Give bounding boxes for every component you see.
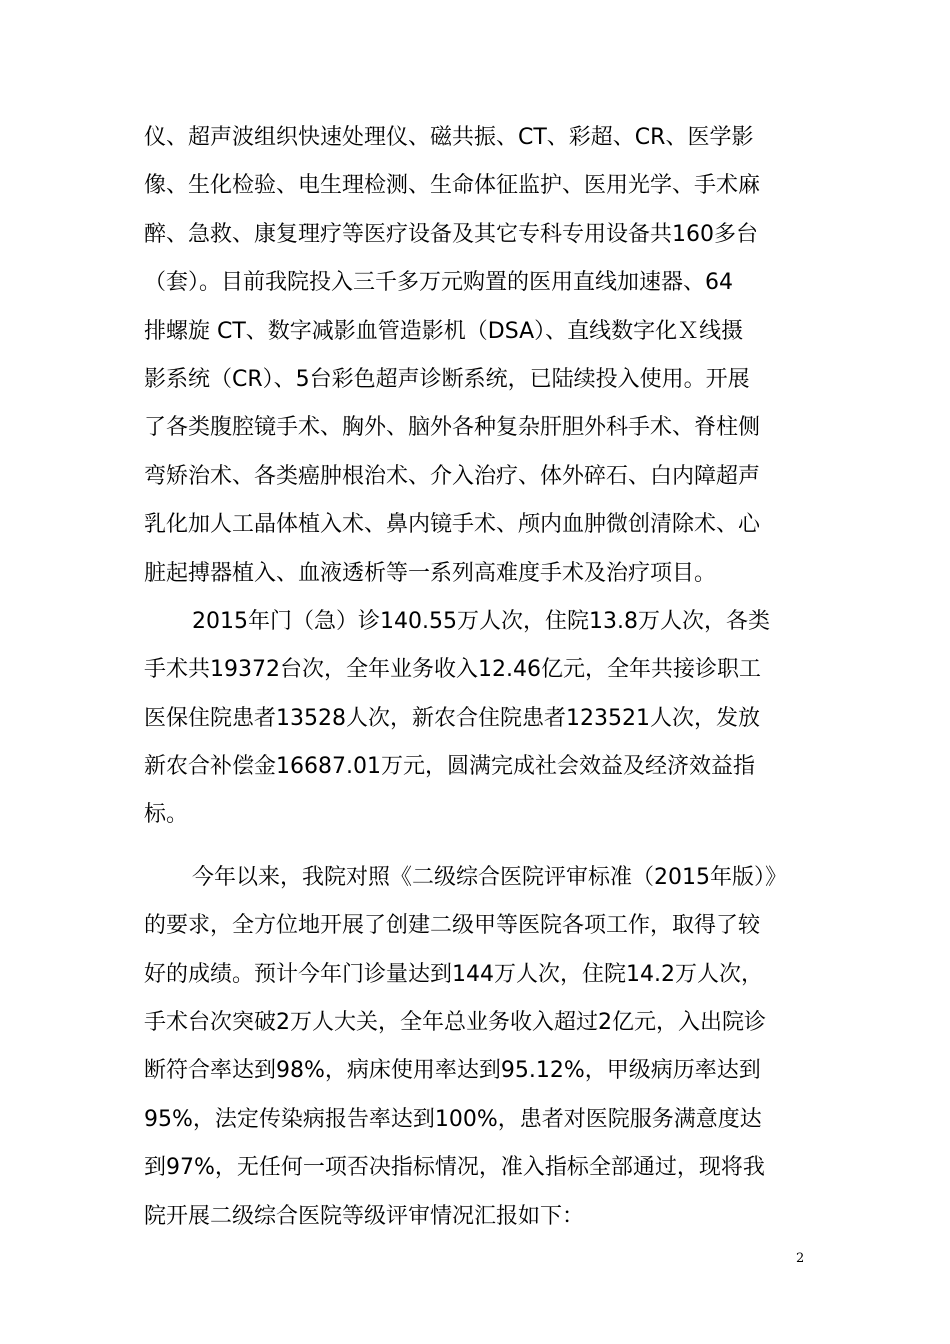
paragraph-equipment xyxy=(144,114,814,598)
text-line: 断符合率达到98%，病床使用率达到95.12%，甲级病历率达到 xyxy=(144,1058,761,1084)
text-line: 弯矫治术、各类癌肿根治术、介入治疗、体外碎石、白内障超声 xyxy=(144,463,761,489)
text-line: 影系统（CR）、5台彩色超声诊断系统，已陆续投入使用。开展 xyxy=(144,366,750,392)
text-line: 手术共19372台次，全年业务收入12.46亿元，全年共接诊职工 xyxy=(144,657,761,683)
text-line: 到97%，无任何一项否决指标情况，准入指标全部通过，现将我 xyxy=(144,1155,765,1181)
paragraph-2015-stats xyxy=(144,598,814,840)
text-line: 像、生化检验、电生理检测、生命体征监护、医用光学、手术麻 xyxy=(144,173,761,199)
text-line: 仪、超声波组织快速处理仪、磁共振、CT、彩超、CR、医学影 xyxy=(144,125,754,150)
paragraph-gap xyxy=(144,840,814,854)
page-number: 2 xyxy=(796,1251,805,1266)
text-line: 手术台次突破2万人大关，全年总业务收入超过2亿元，入出院诊 xyxy=(144,1010,766,1036)
text-line: 院开展二级综合医院等级评审情况汇报如下： xyxy=(144,1203,585,1229)
text-line: 95%，法定传染病报告率达到100%，患者对医院服务满意度达 xyxy=(144,1106,762,1132)
paragraph-this-year xyxy=(144,854,814,1241)
text-line: 脏起搏器植入、血液透析等一系列高难度手术及治疗项目。 xyxy=(144,560,717,586)
body-text xyxy=(144,114,814,1241)
text-line: 醉、急救、康复理疗等医疗设备及其它专科专用设备共160多台 xyxy=(144,221,758,247)
text-line: 的要求，全方位地开展了创建二级甲等医院各项工作，取得了较 xyxy=(144,913,761,939)
text-line: （套）。目前我院投入三千多万元购置的医用直线加速器、64 xyxy=(144,270,733,296)
text-line: 好的成绩。预计今年门诊量达到144万人次，住院14.2万人次， xyxy=(144,961,763,987)
text-line: 今年以来，我院对照《二级综合医院评审标准（2015年版）》 xyxy=(192,864,787,890)
text-line: 标。 xyxy=(144,802,189,828)
text-line: 医保住院患者13528人次，新农合住院患者123521人次，发放 xyxy=(144,705,760,731)
text-line: 新农合补偿金16687.01万元，圆满完成社会效益及经济效益指 xyxy=(144,754,755,780)
text-line: 了各类腹腔镜手术、胸外、脑外各种复杂肝胆外科手术、脊柱侧 xyxy=(144,415,761,441)
text-line: 乳化加人工晶体植入术、鼻内镜手术、颅内血肿微创清除术、心 xyxy=(144,512,761,538)
text-line: 排螺旋 CT、数字减影血管造影机（DSA）、直线数字化Ｘ线摄 xyxy=(144,318,744,344)
text-line: 2015年门（急）诊140.55万人次，住院13.8万人次，各类 xyxy=(192,608,770,634)
